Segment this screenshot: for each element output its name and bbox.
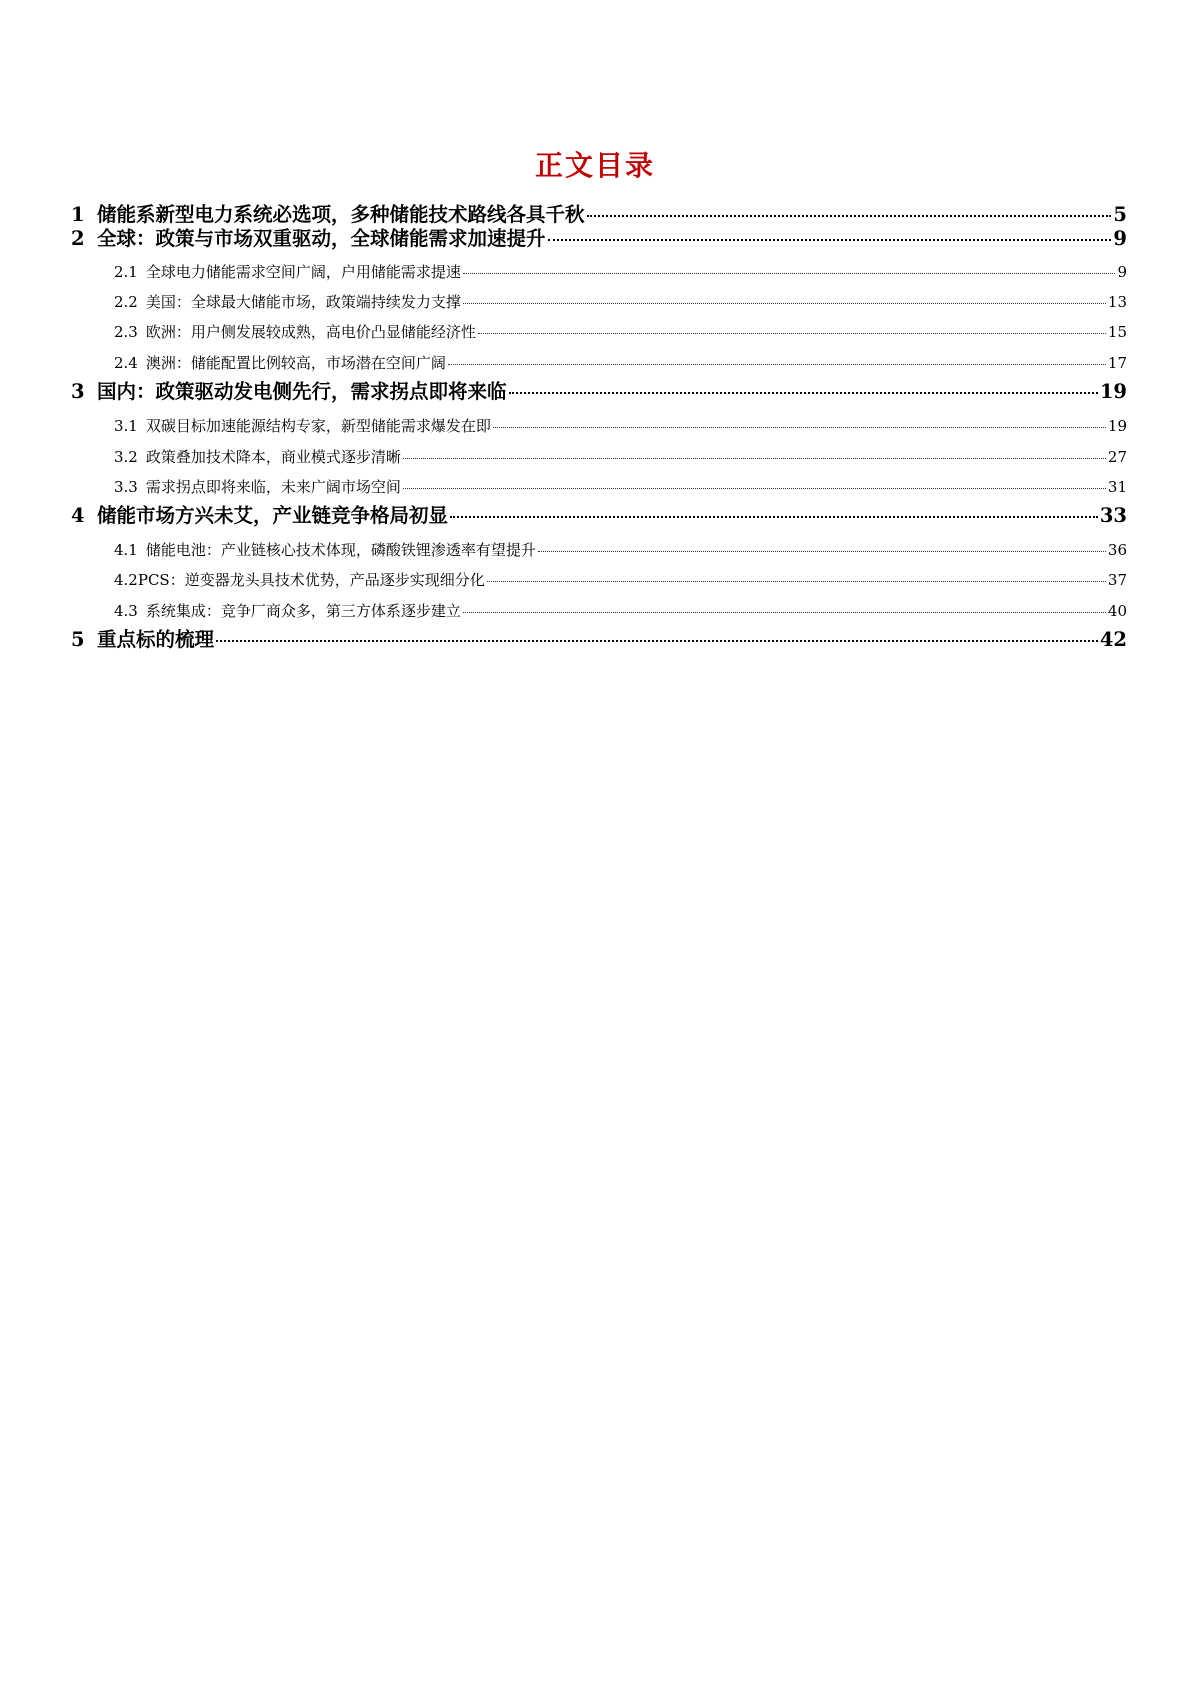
toc-leader-dots <box>509 392 1098 394</box>
toc-leader-dots <box>493 427 1106 428</box>
toc-entry-title: 政策叠加技术降本，商业模式逐步清晰 <box>145 448 401 466</box>
toc-leader-dots <box>463 612 1106 613</box>
toc-entry-page: 37 <box>1107 571 1127 589</box>
toc-entry-number: 2.3 <box>114 323 138 341</box>
toc-entry-number: 4 <box>71 504 85 527</box>
toc-entry-number: 3 <box>71 380 85 403</box>
toc-entry-number: 2.2 <box>114 293 138 311</box>
toc-entry-2-4[interactable] <box>71 349 1127 377</box>
toc-entry-number: 3.3 <box>114 478 138 496</box>
toc-entry-number: 3.1 <box>114 417 138 435</box>
toc-entry-number: 4.3 <box>114 602 138 620</box>
toc-leader-dots <box>587 215 1112 217</box>
toc-entry-page: 17 <box>1107 354 1127 372</box>
toc-entry-page: 42 <box>1099 628 1127 651</box>
toc-entry-title: 澳洲：储能配置比例较高，市场潜在空间广阔 <box>145 354 446 372</box>
toc-entry-number: 2.1 <box>114 263 138 281</box>
toc-entry-title: 需求拐点即将来临，未来广阔市场空间 <box>145 478 401 496</box>
toc-entry-3-1[interactable] <box>71 412 1127 440</box>
toc-leader-dots <box>478 333 1106 334</box>
toc-entry-2-1[interactable] <box>71 258 1127 286</box>
toc-leader-dots <box>538 551 1106 552</box>
toc-leader-dots <box>403 488 1106 489</box>
toc-entry-4-1[interactable] <box>71 536 1127 564</box>
toc-leader-dots <box>448 364 1106 365</box>
toc-leader-dots <box>216 640 1098 642</box>
toc-entry-title: 储能系新型电力系统必选项，多种储能技术路线各具千秋 <box>97 203 585 226</box>
toc-entry-2[interactable] <box>71 224 1127 254</box>
toc-leader-dots <box>450 516 1098 518</box>
toc-entry-page: 9 <box>1117 263 1127 281</box>
toc-leader-dots <box>487 581 1106 582</box>
toc-entry-4-3[interactable] <box>71 597 1127 625</box>
toc-entry-title: 全球：政策与市场双重驱动，全球储能需求加速提升 <box>97 227 546 250</box>
toc-entry-3[interactable] <box>71 377 1127 407</box>
toc-entry-page: 13 <box>1107 293 1127 311</box>
toc-entry-3-3[interactable] <box>71 473 1127 501</box>
toc-leader-dots <box>403 458 1106 459</box>
toc-entry-title: 欧洲：用户侧发展较成熟，高电价凸显储能经济性 <box>145 323 476 341</box>
toc-entry-4-2[interactable] <box>71 566 1127 594</box>
toc-entry-title: 全球电力储能需求空间广阔，户用储能需求提速 <box>145 263 461 281</box>
toc-entry-title: 美国：全球最大储能市场，政策端持续发力支撑 <box>145 293 461 311</box>
toc-entry-page: 19 <box>1099 380 1127 403</box>
toc-leader-dots <box>463 303 1106 304</box>
page-title: 正文目录 <box>534 149 655 182</box>
toc-entry-title: PCS：逆变器龙头具技术优势，产品逐步实现细分化 <box>137 571 485 589</box>
toc-entry-number: 4.1 <box>114 541 138 559</box>
toc-entry-title: 国内：政策驱动发电侧先行，需求拐点即将来临 <box>97 380 507 403</box>
toc-entry-4[interactable] <box>71 501 1127 531</box>
toc-entry-number: 3.2 <box>114 448 138 466</box>
toc-entry-title: 双碳目标加速能源结构专家，新型储能需求爆发在即 <box>145 417 491 435</box>
toc-entry-page: 33 <box>1099 504 1127 527</box>
toc-entry-page: 9 <box>1113 227 1127 250</box>
toc-entry-3-2[interactable] <box>71 443 1127 471</box>
toc-entry-title: 重点标的梳理 <box>97 628 215 651</box>
toc-entry-title: 系统集成：竞争厂商众多，第三方体系逐步建立 <box>145 602 461 620</box>
toc-entry-page: 36 <box>1107 541 1127 559</box>
toc-entry-page: 27 <box>1107 448 1127 466</box>
toc-entry-number: 2.4 <box>114 354 138 372</box>
toc-entry-title: 储能市场方兴未艾，产业链竞争格局初显 <box>97 504 449 527</box>
toc-leader-dots <box>463 273 1116 274</box>
toc-entry-number: 5 <box>71 628 85 651</box>
toc-entry-number: 4.2 <box>114 571 138 589</box>
toc-entry-page: 40 <box>1107 602 1127 620</box>
toc-entry-number: 2 <box>71 227 85 250</box>
toc-entry-2-2[interactable] <box>71 288 1127 316</box>
toc-entry-page: 5 <box>1113 203 1127 226</box>
toc-leader-dots <box>548 239 1112 241</box>
toc-entry-page: 15 <box>1107 323 1127 341</box>
toc-entry-5[interactable] <box>71 625 1127 655</box>
toc-entry-2-3[interactable] <box>71 318 1127 346</box>
toc-entry-number: 1 <box>71 203 85 226</box>
toc-entry-page: 31 <box>1107 478 1127 496</box>
toc-entry-title: 储能电池：产业链核心技术体现，磷酸铁锂渗透率有望提升 <box>145 541 536 559</box>
toc-entry-page: 19 <box>1107 417 1127 435</box>
